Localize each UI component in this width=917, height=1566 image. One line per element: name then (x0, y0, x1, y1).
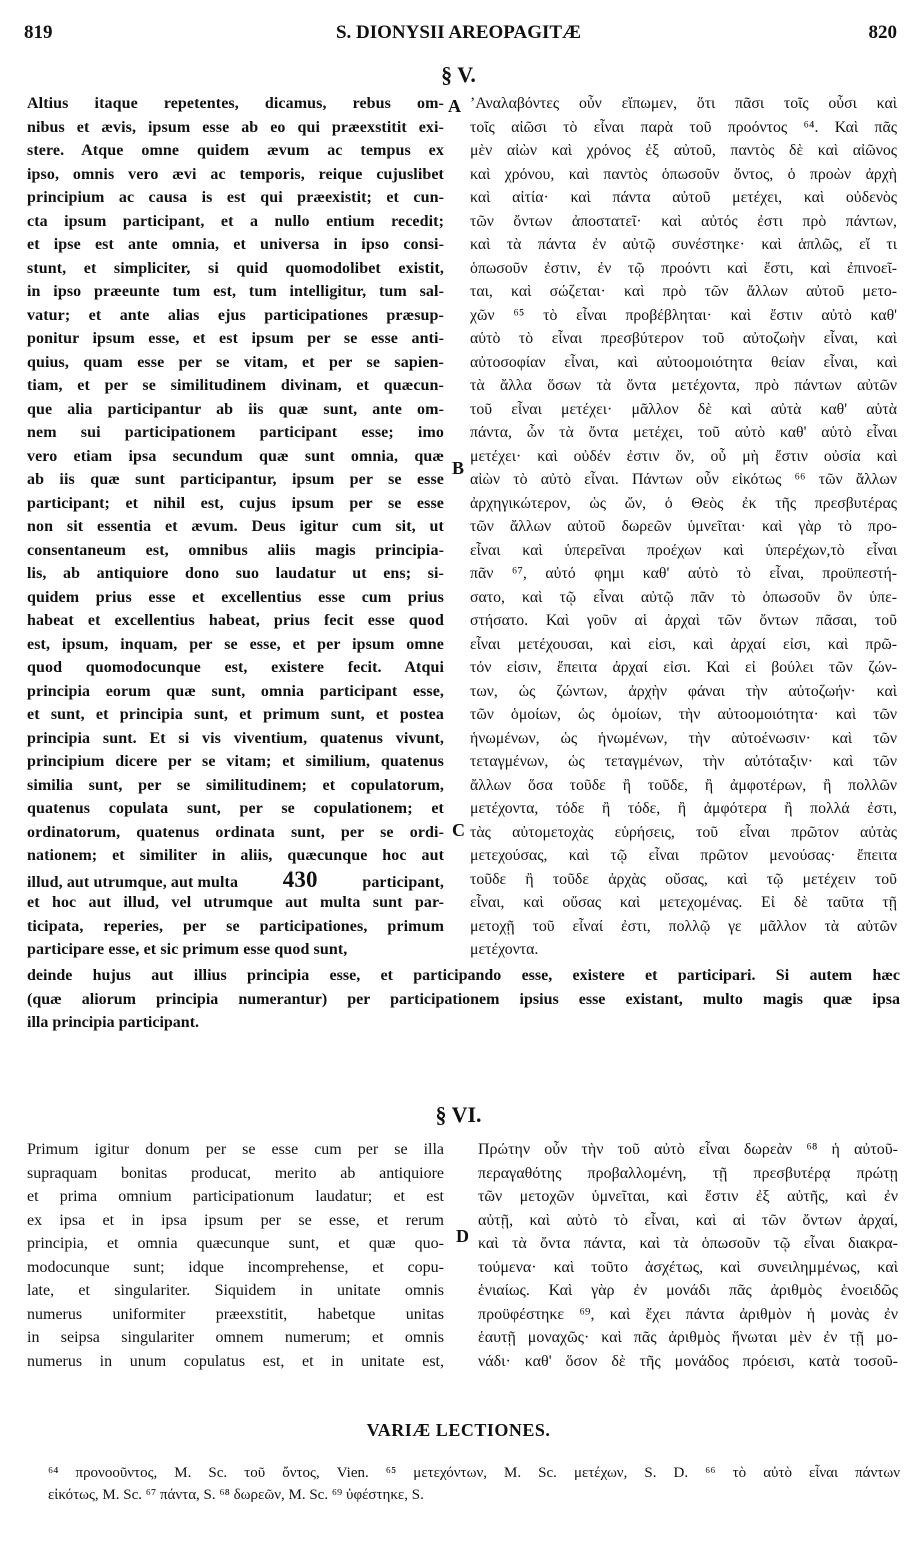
greek-line: καὶ αἰτία· καὶ πάντα αὐτοῦ μετέχει, καὶ οὐδενὸς (470, 189, 897, 206)
section-vi-heading: § VI. (435, 1102, 482, 1127)
latin-line: est, ipsum, inquam, per se esse, et per ipsum omne (27, 635, 444, 653)
latin-line: ab iis quæ sunt participantur, ipsum per se esse (27, 471, 444, 488)
latin-column-section-vi (27, 1138, 444, 1373)
latin-line: principia, et omnia quæcunque sunt, et quæ quo- (27, 1235, 444, 1252)
greek-column-section-v (470, 92, 897, 962)
latin-line: que alia participantur ab iis quæ sunt, ante om- (27, 400, 444, 418)
latin-line: ticipata, reperies, per se participationes, primum (27, 917, 444, 935)
greek-line: μετοχῇ τοῦ εἶναί ἐστι, πολλῷ γε μᾶλλον τὰ αὐτῶν (470, 917, 897, 935)
greek-line: αὐτῇ, καὶ αὐτὸ τὸ εἶναι, καὶ αἱ τῶν ὄντων ἀρχαί, (478, 1211, 898, 1229)
latin-line: (quæ aliorum principia numerantur) per participationem ipsius esse existant, multo magis quæ ipsa (27, 990, 900, 1008)
greek-line: ἑνιαίως. Καὶ γὰρ ἐν μονάδι πᾶς ἀριθμὸς ἑνοειδῶς (478, 1282, 898, 1299)
margin-letter-c: C (452, 820, 465, 840)
latin-line: principia eorum quæ sunt, omnia participant esse, (27, 682, 444, 700)
greek-line: μετέχει· καὶ οὐδέν ἐστιν ὄν, οὗ μὴ ἔστιν οὐσία καὶ (470, 447, 897, 465)
latin-line: illa principia participant. (27, 1014, 200, 1031)
greek-line: ἡνωμένων, ὡς ἡνωμένων, τὴν αὐτοένωσιν· καὶ τῶν (470, 729, 897, 747)
greek-line: εἶναι μετέχουσαι, καὶ εἰσι, καὶ ἀρχαί εἰσι, καὶ πρῶ- (470, 635, 897, 653)
latin-line: vatur; et ante alias ejus participationes præsup- (27, 306, 444, 324)
variant-note-line: εἰκότως, M. Sc. ⁶⁷ πάντα, S. ⁶⁸ δωρεῶν, M. Sc. ⁶⁹ ὑφέστηκε, S. (48, 1487, 424, 1503)
greek-line: μετέχοντα, τόδε ἢ τόδε, ἢ ἀμφότερα ἢ πολλά ἐστι, (470, 800, 897, 817)
greek-line: χῶν ⁶⁵ τὸ εἶναι προβέβληται· καὶ ἔστιν αὐτὸ καθ' (470, 306, 897, 324)
latin-line: ipso, omnis vero ævi ac temporis, reique cujuslibet (27, 165, 444, 183)
line-text-tail: participant, (362, 873, 444, 891)
latin-line: nem sui participationem participant esse; imo (27, 424, 444, 441)
greek-line: τῶν ὁμοίων, ὡς ὁμοίων, τὴν αὐτοομοιότητα· καὶ τῶν (470, 706, 897, 723)
latin-line: ordinatorum, quatenus ordinata sunt, per se ordi- (27, 823, 444, 841)
greek-line: τὰ ἄλλα ὅσων τὰ ὄντα μετέχοντα, πρὸ πάντων αὐτῶν (470, 377, 897, 394)
latin-line: quod quomodocunque est, existere fecit. Atqui (27, 659, 444, 676)
latin-line: Primum igitur donum per se esse cum per se illa (27, 1141, 444, 1158)
page-number-right: 820 (868, 22, 897, 43)
running-title: S. DIONYSII AREOPAGITÆ (335, 22, 582, 43)
latin-line: et hoc aut illud, vel utrumque aut multa sunt par- (27, 894, 444, 911)
greek-line: νάδι· καθ' ὅσον δὲ τῆς μονάδος πρόεισι, κατὰ τοσοῦ- (478, 1352, 898, 1370)
greek-line: καὶ τὰ πάντα ἐν αὐτῷ συνέστηκε· καὶ ἁπλῶς, εἴ τι (470, 236, 897, 253)
greek-line: περαγαθότης προβαλλομένη, τῇ πρεσβυτέρᾳ πρώτῃ (478, 1164, 898, 1182)
latin-line: participant; et nihil est, cujus ipsum per se esse (27, 494, 444, 512)
variae-lectiones-notes (48, 1462, 900, 1506)
greek-line: τόν εἰσιν, ἔπειτα ἀρχαί εἰσι. Καὶ εἰ βούλει τῶν ζών- (470, 659, 897, 676)
variae-lectiones-heading: VARIÆ LECTIONES. (366, 1420, 551, 1440)
greek-line: τοῖς αἰῶσι τὸ εἶναι παρὰ τοῦ προόντος ⁶⁴. Καὶ πᾶς (470, 118, 897, 136)
latin-line: quius, quam esse per se vitam, et per se sapien- (27, 353, 444, 371)
greek-line: μετεχούσας, καὶ τῷ εἶναι πρῶτον μενούσας· ἔπειτα (470, 847, 897, 864)
variant-note-line: ⁶⁴ προνοοῦντος, M. Sc. τοῦ ὄντος, Vien. ⁶⁵ μετεχόντων, M. Sc. μετέχων, S. D. ⁶⁶ τὸ αὐτὸ εἶναι πάντων (48, 1465, 900, 1481)
greek-line: τῶν μετοχῶν ὑμνεῖται, καὶ ἔστιν ἐξ αὐτῆς, καὶ ἐν (478, 1188, 898, 1205)
greek-line: ʼΑναλαβόντες οὖν εἴπωμεν, ὅτι πᾶσι τοῖς οὖσι καὶ (470, 95, 897, 112)
latin-line: nibus et ævis, ipsum esse ab eo qui præexstitit exi- (27, 118, 444, 136)
greek-line: των, ὡς ζώντων, ἀρχὴν φάναι τὴν αὐτοζωήν· καὶ (470, 682, 897, 700)
greek-line: ἄλλων ὅσα τοῦδε ἢ τοῦδε, ἢ ἀμφοτέρων, ἢ πολλῶν (470, 776, 897, 794)
latin-line: et ipse est ante omnia, et universa in ipso consi- (27, 236, 444, 253)
latin-line: stere. Atque omne quidem ævum ac tempus ex (27, 142, 444, 159)
latin-line: nationem; et similiter in aliis, quæcunque hoc aut (27, 847, 444, 864)
latin-line: tiam, et per se similitudinem divinam, et quæcun- (27, 377, 444, 394)
greek-line: ται, καὶ σώζεται· καὶ πρὸ τῶν ἄλλων αὐτοῦ μετο- (470, 283, 897, 300)
margin-letter-b: B (452, 458, 465, 478)
latin-line: in seipsa singulariter omnem numerum; et omnis (27, 1329, 444, 1346)
latin-column-section-v (27, 92, 444, 962)
greek-line: πᾶν ⁶⁷, αὐτό φημι καθ' αὑτὸ τὸ εἶναι, προϋπεστή- (470, 565, 897, 582)
latin-line: non sit essentia et ævum. Deus igitur cum sit, ut (27, 518, 444, 535)
latin-line: principium ac causa is est qui præexistit; et cun- (27, 189, 444, 206)
greek-line: μετέχοντα. (470, 941, 539, 958)
greek-line: αὐτοσοφίαν εἶναι, καὶ αὐτοομοιότητα θείαν εἶναι, καὶ (470, 353, 897, 371)
margin-letter-d: D (456, 1226, 469, 1246)
greek-line: ὁπωσοῦν ἐστιν, ἐν τῷ προόντι καὶ ἔστι, καὶ ἐπινοεῖ- (470, 259, 897, 277)
latin-line: lis, ab antiquiore dono suo laudatur ut ens; si- (27, 565, 444, 582)
greek-line: τεταγμένων, ὡς τεταγμένων, τὴν αὐτόταξιν· καὶ τῶν (470, 753, 897, 770)
latin-line: deinde hujus aut illius principia esse, et participando esse, existere et participari. Si autem hæc (27, 967, 900, 984)
greek-line: τῶν ὄντων ἀποστατεῖ· καὶ αὐτός ἐστι πρὸ πάντων, (470, 212, 897, 230)
greek-line: εἶναι καὶ ὑπερεῖναι προέχων καὶ ὑπερέχων,τὸ εἶναι (470, 541, 897, 559)
latin-line: et sunt, et principia sunt, et primum sunt, et postea (27, 706, 444, 723)
greek-line: στήσατο. Καὶ γοῦν αἱ ἀρχαὶ τῶν ὄντων πᾶσαι, τοῦ (470, 612, 897, 629)
column-number-marker: 430 (282, 867, 318, 891)
latin-line: stunt, et simpliciter, si quid quomodolibet existit, (27, 259, 444, 277)
greek-line: μὲν αἰὼν καὶ χρόνος ἐξ αὐτοῦ, παντὸς δὲ καὶ αἰῶνος (470, 142, 897, 159)
latin-line: supraquam bonitas producat, merito ab antiquiore (27, 1164, 444, 1182)
latin-line: vero etiam ipsa secundum quæ sunt omnia, quæ (27, 447, 444, 465)
margin-letter-a: A (448, 96, 461, 116)
greek-column-section-vi (478, 1138, 898, 1373)
latin-line: in ipso præeunte tum est, tum intelligitur, tum sal- (27, 283, 444, 300)
section-v-heading: § V. (441, 62, 476, 87)
latin-line: ex ipsa et in ipsa ipsum per se esse, et rerum (27, 1211, 444, 1229)
greek-line: Πρώτην οὖν τὴν τοῦ αὐτὸ εἶναι δωρεὰν ⁶⁸ ἡ αὐτοῦ- (478, 1141, 898, 1158)
greek-line: σατο, καὶ τῷ εἶναι αὐτῷ πᾶν τὸ ὁπωσοῦν ὂν ὑπε- (470, 588, 897, 606)
latin-line: et prima omnium participationum laudatur; et est (27, 1188, 444, 1205)
latin-line: consentaneum est, omnibus aliis magis principia- (27, 541, 444, 559)
greek-line: τοῦδε ἢ τοῦδε ἀρχὰς οὔσας, καὶ τῷ μετέχειν τοῦ (470, 870, 897, 888)
greek-line: αἰὼν τὸ αὐτὸ εἶναι. Πάντων οὖν εἰκότως ⁶⁶ τῶν ἄλλων (470, 471, 897, 488)
latin-line: Altius itaque repetentes, dicamus, rebus om- (27, 95, 444, 112)
page-number-left: 819 (24, 22, 53, 43)
greek-line: ἀρχηγικώτερον, ὡς ὤν, ὁ Θεὸς ἐκ τῆς πρεσβυτέρας (470, 494, 897, 512)
latin-full-width-continuation (27, 964, 900, 1035)
latin-line (27, 868, 444, 892)
latin-line: quatenus copulata sunt, per se copulationem; et (27, 800, 444, 817)
latin-line: cta ipsum participant, et a nullo entium recedit; (27, 212, 444, 230)
latin-line: late, et singulariter. Siquidem in unitate omnis (27, 1282, 444, 1299)
greek-line: καὶ χρόνου, καὶ παντὸς ὁπωσοῦν ὄντος, ὁ προὼν ἀρχὴ (470, 165, 897, 183)
latin-line: quidem prius esse et excellentius esse cum prius (27, 588, 444, 606)
greek-line: καὶ τὰ ὄντα πάντα, καὶ τὰ ὁπωσοῦν τῷ εἶναι διακρα- (478, 1235, 898, 1252)
latin-line: numerus in unum copulatus est, et in unitate est, (27, 1352, 444, 1370)
greek-line: ἑαυτῇ μοναχῶς· καὶ πᾶς ἀριθμὸς ἥνωται μὲν ἐν τῇ μο- (478, 1329, 898, 1346)
line-text: illud, aut utrumque, aut multa (27, 873, 239, 891)
greek-line: τοῦ εἶναι μετέχει· μᾶλλον δὲ καὶ αὐτὰ καθ' αὑτὰ (470, 400, 897, 418)
latin-line: principium dicere per se vitam; et similium, quatenus (27, 753, 444, 770)
latin-line: principia sunt. Et si vis viventium, quatenus vivunt, (27, 729, 444, 747)
latin-line: ponitur ipsum esse, et est ipsum per se esse anti- (27, 330, 444, 347)
latin-line: habeat et excellentius habeat, prius fecit esse quod (27, 612, 444, 629)
latin-line: numerus uniformiter præexstitit, habetque unitas (27, 1305, 444, 1323)
greek-line: τῶν ἄλλων αὐτοῦ δωρεῶν ὑμνεῖται· καὶ γὰρ τὸ προ- (470, 518, 897, 535)
greek-line: τούμενα· καὶ τοῦτο ἀσχέτως, καὶ συνειλημμένως, καὶ (478, 1258, 898, 1276)
latin-line: modocunque sunt; idque incomprehense, et copu- (27, 1258, 444, 1276)
latin-line: similia sunt, per se similitudinem; et copulatorum, (27, 776, 444, 794)
greek-line: προϋφέστηκε ⁶⁹, καὶ ἔχει πάντα ἀριθμὸν ἡ μονὰς ἐν (478, 1305, 898, 1323)
greek-line: τὰς αὐτομετοχὰς εὑρήσεις, τοῦ εἶναι πρῶτον αὐτὰς (470, 823, 897, 841)
greek-line: πάντα, ὧν τὰ ὄντα μετέχει, τοῦ αὐτὸ καθ' αὑτὸ εἶναι (470, 424, 897, 441)
greek-line: αὑτὸ τὸ εἶναι πρεσβύτερον τοῦ αὐτοζωὴν εἶναι, καὶ (470, 330, 897, 347)
greek-line: εἶναι, καὶ οὔσας καὶ μετεχομένας. Εἰ δὲ ταῦτα τῇ (470, 894, 897, 911)
latin-line: participare esse, et sic primum esse quod sunt, (27, 941, 348, 958)
